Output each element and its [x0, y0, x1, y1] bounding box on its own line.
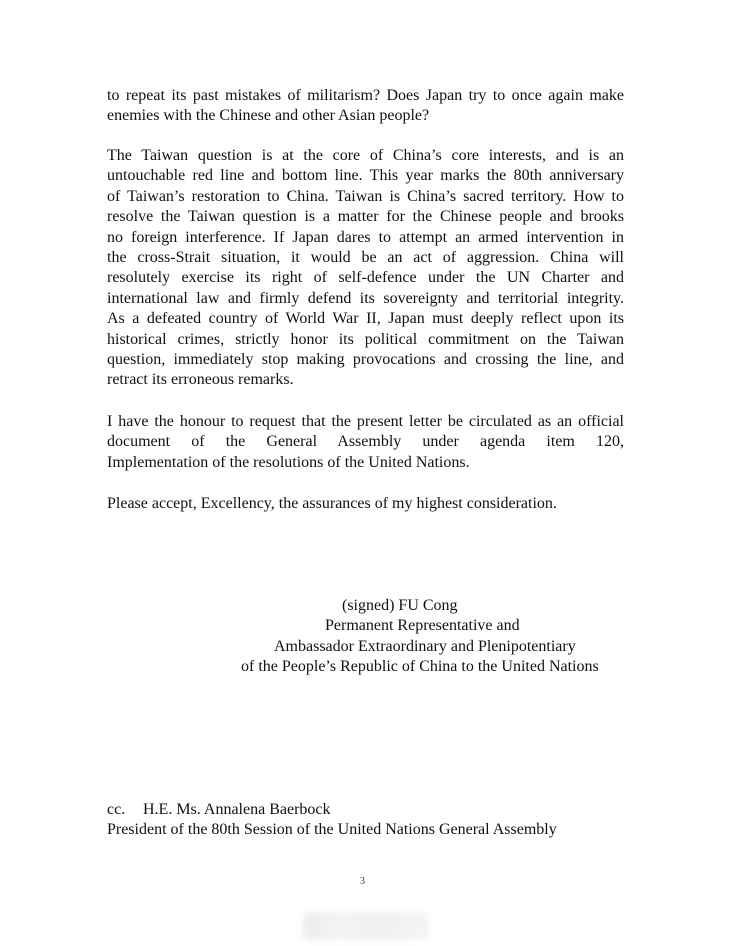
- paragraph-closing: [107, 494, 624, 514]
- text-line: retract its erroneous remarks.: [107, 371, 294, 389]
- text-line: resolutely exercise its right of self-defence under the UN Charter and: [107, 269, 624, 287]
- paragraph-militarism: [107, 86, 624, 127]
- text-line: The Taiwan question is at the core of China’s core interests, and is an: [107, 147, 624, 164]
- text-line: Please accept, Excellency, the assurances of my highest consideration.: [107, 495, 557, 512]
- text-line: I have the honour to request that the present letter be circulated as an official: [107, 413, 624, 430]
- text-line: historical crimes, strictly honor its political commitment on the Taiwan: [107, 330, 624, 348]
- text-line: to repeat its past mistakes of militarism? Does Japan try to once again make: [107, 87, 624, 104]
- text-line: question, immediately stop making provocations and crossing the line, and: [107, 350, 624, 368]
- text-line: the cross-Strait situation, it would be an act of aggression. China will: [107, 248, 624, 266]
- cc-recipient-title: President of the 80th Session of the United Nations General Assembly: [107, 821, 557, 838]
- signature-title-1: Permanent Representative and: [325, 617, 520, 634]
- page-number: 3: [360, 876, 365, 887]
- paragraph-taiwan-question: [107, 146, 624, 391]
- text-line: no foreign interference. If Japan dares to attempt an armed intervention in: [107, 228, 624, 246]
- text-line: of Taiwan’s restoration to China. Taiwan is China’s sacred territory. How to: [107, 187, 624, 205]
- text-line: international law and firmly defend its sovereignty and territorial integrity.: [107, 289, 624, 307]
- text-line: Implementation of the resolutions of the United Nations.: [107, 453, 470, 471]
- cc-recipient: H.E. Ms. Annalena Baerbock: [143, 801, 331, 818]
- text-line: untouchable red line and bottom line. This year marks the 80th anniversary: [107, 167, 624, 185]
- paragraph-circulation-request: [107, 412, 624, 473]
- text-line: enemies with the Chinese and other Asian people?: [107, 107, 430, 125]
- text-line: resolve the Taiwan question is a matter for the Chinese people and brooks: [107, 208, 624, 226]
- signature-title-3: of the People’s Republic of China to the United Nations: [241, 658, 599, 675]
- watermark-overlay: [303, 912, 429, 940]
- signature-signed: (signed) FU Cong: [342, 597, 458, 614]
- text-line: document of the General Assembly under agenda item 120,: [107, 433, 624, 451]
- text-line: As a defeated country of World War II, Japan must deeply reflect upon its: [107, 310, 624, 328]
- signature-title-2: Ambassador Extraordinary and Plenipotentiary: [274, 638, 576, 655]
- cc-recipient-line: [107, 800, 331, 820]
- cc-label: cc.: [107, 801, 126, 818]
